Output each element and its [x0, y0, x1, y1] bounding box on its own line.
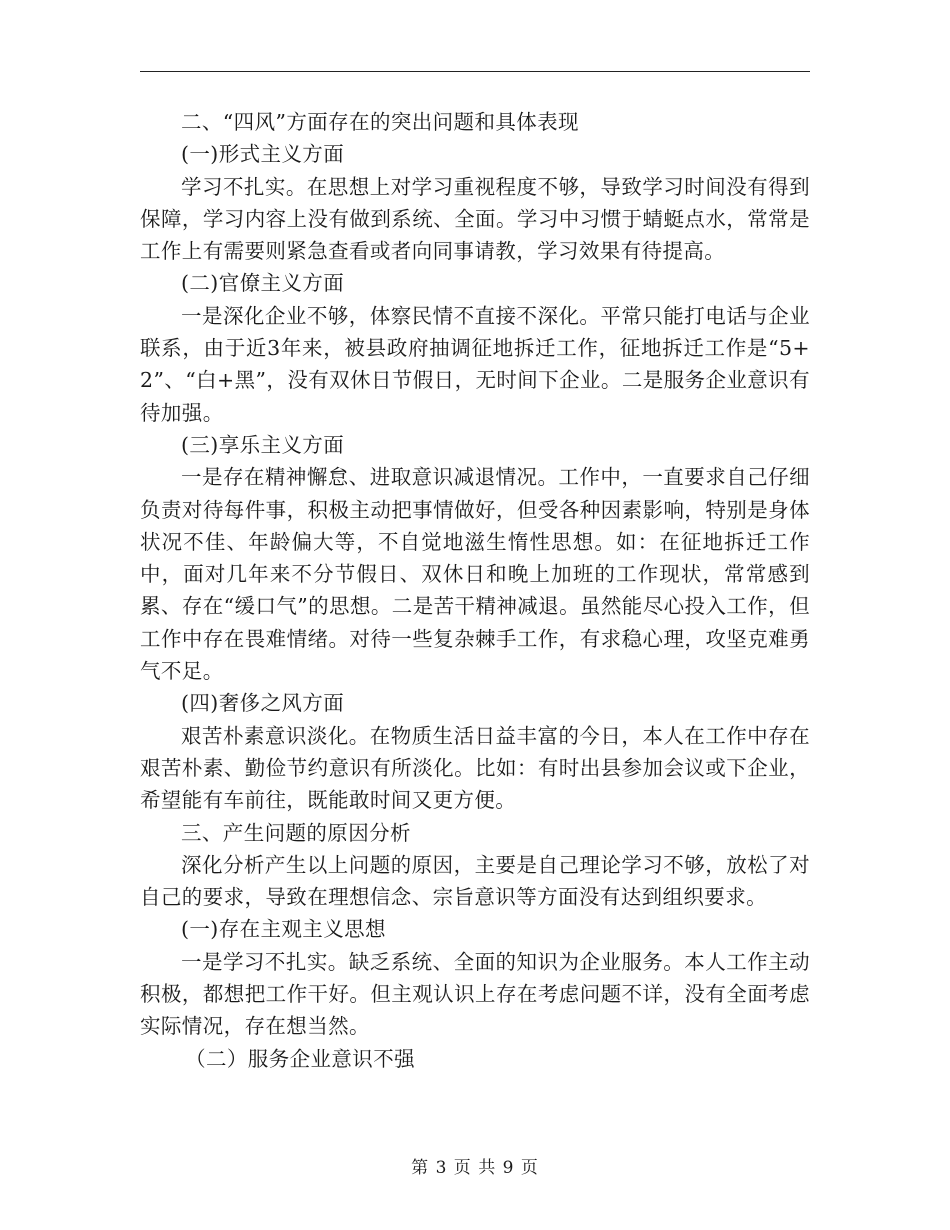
paragraph-extravagance: 艰苦朴素意识淡化。在物质生活日益丰富的今日，本人在工作中存在艰苦朴素、勤俭节约意识有所淡化。比如：有时出县参加会议或下企业，希望能有车前往，既能敢时间又更方便。 [140, 723, 810, 813]
subheading-bureaucratism: (二)官僚主义方面 [181, 271, 345, 296]
document-body [140, 106, 810, 1075]
paragraph-subjectivism: 一是学习不扎实。缺乏系统、全面的知识为企业服务。本人工作主动积极，都想把工作干好。但主观认识上存在考虑问题不详，没有全面考虑实际情况，存在想当然。 [140, 949, 810, 1039]
section-heading-causes: 三、产生问题的原因分析 [181, 820, 411, 845]
subheading-service-awareness: （二）服务企业意识不强 [185, 1046, 415, 1071]
section-heading-problems: 二、“四风”方面存在的突出问题和具体表现 [181, 110, 579, 134]
paragraph-formalism: 学习不扎实。在思想上对学习重视程度不够，导致学习时间没有得到保障，学习内容上没有做到系统、全面。学习中习惯于蜻蜓点水，常常是工作上有需要则紧急查看或者向同事请教，学习效果有待提高。 [140, 174, 810, 264]
paragraph-hedonism: 一是存在精神懈怠、进取意识减退情况。工作中，一直要求自己仔细负责对待每件事，积极主动把事情做好，但受各种因素影响，特别是身体状况不佳、年龄偏大等，不自觉地滋生惰性思想。如：在征地拆迁工作中，面对几年来不分节假日、双休日和晚上加班的工作现状，常常感到累、存在“缓口气”的思想。二是苦干精神减退。虽然能尽心投入工作，但工作中存在畏难情绪。对待一些复杂棘手工作，有求稳心理，攻坚克难勇气不足。 [140, 465, 810, 684]
paragraph-bureaucratism: 一是深化企业不够，体察民情不直接不深化。平常只能打电话与企业联系，由于近3年来，被县政府抽调征地拆迁工作，征地拆迁工作是“5+2”、“白+黑”，没有双休日节假日，无时间下企业。二是服务企业意识有待加强。 [140, 303, 810, 425]
subheading-extravagance: (四)奢侈之风方面 [181, 691, 345, 716]
subheading-subjectivism: (一)存在主观主义思想 [181, 917, 386, 942]
page-number: 第 3 页 共 9 页 [411, 1158, 539, 1178]
header-rule [140, 71, 810, 72]
paragraph-causes: 深化分析产生以上问题的原因，主要是自己理论学习不够，放松了对自己的要求，导致在理想信念、宗旨意识等方面没有达到组织要求。 [140, 852, 810, 910]
subheading-formalism: (一)形式主义方面 [181, 142, 345, 167]
subheading-hedonism: (三)享乐主义方面 [181, 432, 345, 457]
